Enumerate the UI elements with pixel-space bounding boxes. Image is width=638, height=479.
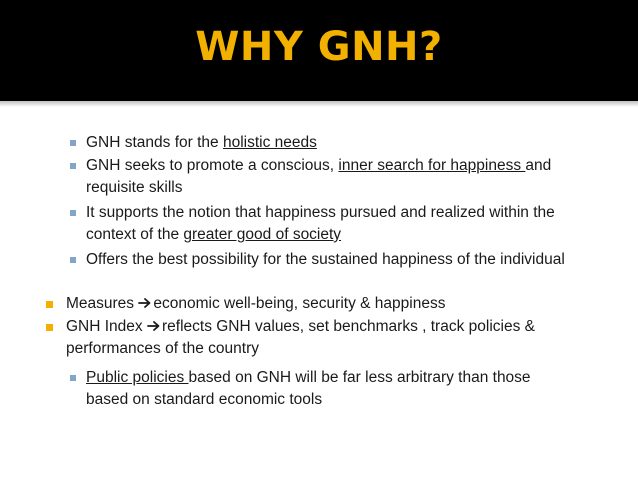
bullet-marker — [46, 324, 53, 331]
bullet-text: reflects GNH values, set benchmarks , track policies & — [161, 318, 535, 335]
slide-title: WHY GNH? — [195, 24, 443, 70]
bullet-gnh-seeks-line2: requisite skills — [86, 179, 183, 196]
bullet-supports-notion: It supports the notion that happiness pursued and realized within the — [86, 204, 555, 221]
bullet-text: context of the — [86, 226, 184, 243]
bullet-gnh-index — [66, 316, 535, 337]
bullet-text: economic well-being, security & happiness — [153, 295, 446, 312]
bullet-text: based on GNH will be far less arbitrary than those — [188, 369, 531, 386]
bullet-gnh-index-line2: performances of the country — [66, 340, 259, 357]
bullet-public-policies — [86, 367, 531, 388]
underlined-text: greater good of society — [183, 226, 342, 243]
bullet-public-policies-line2: based on standard economic tools — [86, 391, 323, 408]
bullet-text: Measures — [66, 295, 139, 312]
bullet-marker — [70, 140, 76, 146]
bullet-offers-best: Offers the best possibility for the sustained happiness of the individual — [86, 251, 565, 268]
underlined-text: Public policies — [86, 369, 189, 386]
bullet-gnh-seeks — [86, 155, 551, 176]
bullet-marker — [70, 210, 76, 216]
bullet-supports-notion-line2 — [86, 224, 341, 245]
underlined-text: inner search for happiness — [338, 157, 526, 174]
bullet-measures — [66, 293, 445, 314]
bullet-marker — [70, 163, 76, 169]
bullet-marker — [70, 257, 76, 263]
underlined-text: holistic needs — [222, 134, 317, 151]
bullet-text: and — [525, 157, 552, 174]
bullet-text: GNH seeks to promote a conscious, — [86, 157, 339, 174]
right-arrow-icon — [138, 297, 152, 309]
bullet-marker — [70, 375, 76, 381]
bullet-marker — [46, 301, 53, 308]
right-arrow-icon — [147, 320, 161, 332]
bullet-gnh-stands — [86, 132, 317, 153]
bullet-text: GNH Index — [66, 318, 147, 335]
bullet-text: GNH stands for the — [86, 134, 223, 151]
